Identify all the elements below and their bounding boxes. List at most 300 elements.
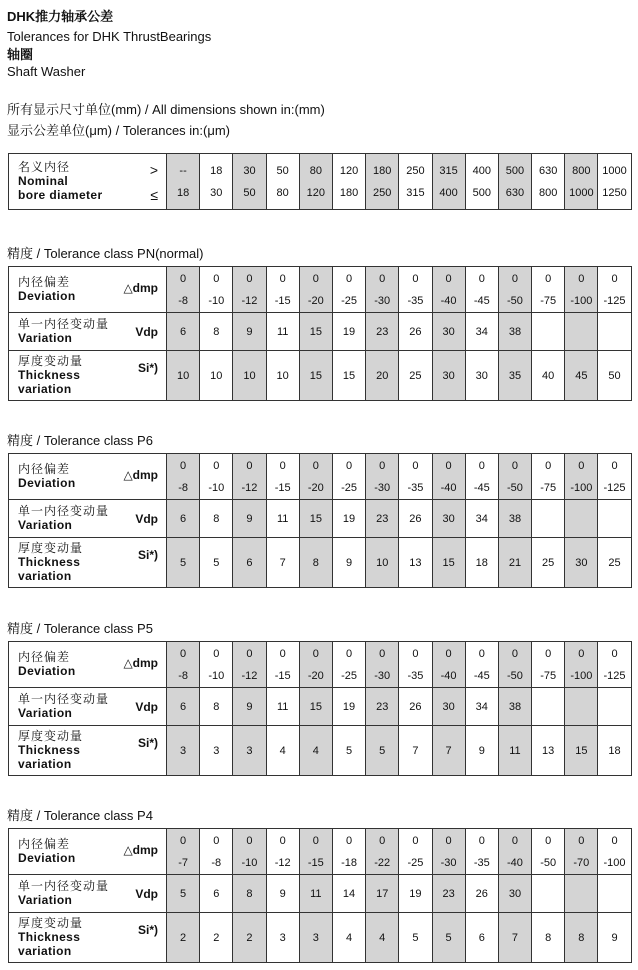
deviation-lower: -35 (473, 856, 490, 869)
deviation-upper: 0 (445, 834, 452, 847)
deviation-lower: -10 (241, 856, 258, 869)
deviation-upper: 0 (611, 459, 618, 472)
variation-cell (598, 688, 631, 726)
deviation-symbol: △dmp (123, 656, 158, 670)
deviation-lower: -75 (540, 481, 557, 494)
thickness-cell: 5 (332, 726, 365, 776)
variation-cell: 11 (299, 875, 332, 913)
thickness-cell: 5 (200, 538, 233, 588)
variation-symbol: Vdp (135, 700, 158, 714)
deviation-cell (598, 454, 631, 500)
deviation-cell (299, 267, 332, 313)
variation-cell: 38 (498, 313, 531, 351)
thickness-cell: 7 (399, 726, 432, 776)
variation-cell: 30 (498, 875, 531, 913)
thickness-cell: 8 (299, 538, 332, 588)
deviation-cell (498, 642, 531, 688)
thickness-cell: 15 (565, 726, 598, 776)
nominal-over-value: 400 (472, 164, 491, 177)
deviation-cell (532, 642, 565, 688)
deviation-lower: -45 (473, 294, 490, 307)
thickness-cell: 20 (366, 351, 399, 401)
thickness-label-en1: Thickness (18, 555, 81, 569)
nominal-range-cell (332, 154, 365, 210)
variation-cell: 9 (266, 875, 299, 913)
deviation-lower: -30 (440, 856, 457, 869)
variation-cell: 19 (399, 875, 432, 913)
nominal-label-en1: Nominal (18, 174, 69, 188)
deviation-upper: 0 (511, 272, 519, 285)
variation-cell: 11 (266, 688, 299, 726)
thickness-label-en1: Thickness (18, 743, 81, 757)
thickness-cell: 4 (266, 726, 299, 776)
deviation-lower: -35 (407, 669, 424, 682)
variation-cell (565, 313, 598, 351)
deviation-label (9, 267, 167, 313)
deviation-upper: 0 (180, 459, 187, 472)
deviation-lower: -45 (473, 669, 490, 682)
nominal-incl-value: 250 (373, 186, 392, 199)
nominal-incl-value: 800 (538, 186, 558, 199)
deviation-cell (266, 829, 299, 875)
tolerance-table (8, 828, 632, 963)
deviation-upper: 0 (545, 272, 552, 285)
deviation-lower: -25 (341, 669, 357, 682)
deviation-lower: -10 (208, 669, 225, 682)
deviation-upper: 0 (578, 272, 585, 285)
nominal-over-value: 180 (373, 164, 392, 177)
deviation-cell (598, 267, 631, 313)
deviation-cell (200, 642, 233, 688)
deviation-cell (532, 454, 565, 500)
variation-label (9, 875, 167, 913)
nominal-over-value: 315 (439, 164, 458, 177)
variation-cell (565, 500, 598, 538)
tolerance-class-title: 精度 / Tolerance class PN(normal) (7, 246, 204, 261)
deviation-lower: -8 (211, 856, 222, 869)
deviation-cell (233, 454, 266, 500)
deviation-lower: -25 (341, 294, 357, 307)
deviation-cell (366, 454, 399, 500)
deviation-lower: -8 (178, 294, 188, 307)
deviation-lower: -12 (274, 856, 291, 869)
thickness-cell: 5 (167, 538, 200, 588)
thickness-cell: 10 (266, 351, 299, 401)
deviation-lower: -15 (274, 294, 291, 307)
variation-cell: 6 (167, 688, 200, 726)
deviation-cell (200, 454, 233, 500)
variation-cell (565, 875, 598, 913)
variation-cell: 34 (465, 313, 498, 351)
thickness-cell: 15 (432, 538, 465, 588)
thickness-cell: 15 (332, 351, 365, 401)
variation-cell (532, 688, 565, 726)
variation-cell (565, 688, 598, 726)
variation-cell: 8 (200, 500, 233, 538)
deviation-upper: 0 (545, 834, 552, 847)
deviation-lower: -8 (178, 669, 188, 682)
tolerance-class-title: 精度 / Tolerance class P6 (7, 433, 153, 448)
deviation-lower: -100 (603, 856, 626, 869)
nominal-range-cell (167, 154, 200, 210)
thickness-cell: 3 (200, 726, 233, 776)
variation-cell: 23 (366, 500, 399, 538)
deviation-cell (465, 267, 498, 313)
variation-label-cn: 单一内径变动量 (18, 879, 110, 893)
deviation-cell (200, 267, 233, 313)
deviation-lower: -10 (208, 481, 225, 494)
variation-cell: 11 (266, 313, 299, 351)
deviation-lower: -75 (540, 669, 557, 682)
thickness-cell: 7 (498, 913, 531, 963)
variation-cell: 15 (299, 500, 332, 538)
variation-label-cn: 单一内径变动量 (18, 692, 110, 706)
deviation-lower: -50 (507, 669, 523, 682)
nominal-range-cell (532, 154, 565, 210)
nominal-incl-value: 180 (339, 186, 359, 199)
deviation-upper: 0 (379, 834, 386, 847)
tolerance-class-title: 精度 / Tolerance class P4 (7, 808, 153, 823)
variation-label-cn: 单一内径变动量 (18, 317, 110, 331)
variation-cell: 26 (399, 313, 432, 351)
deviation-upper: 0 (279, 272, 286, 285)
deviation-upper: 0 (611, 272, 618, 285)
thickness-label-en2: variation (18, 382, 72, 396)
thickness-symbol: Si*) (137, 548, 158, 562)
thickness-label-cn: 厚度变动量 (18, 916, 84, 930)
deviation-upper: 0 (180, 647, 187, 660)
deviation-cell (366, 642, 399, 688)
thickness-cell: 7 (266, 538, 299, 588)
deviation-lower: -50 (507, 481, 523, 494)
doc-title-cn: DHK推力轴承公差 (7, 9, 114, 24)
deviation-upper: 0 (213, 272, 220, 285)
deviation-lower: -125 (603, 481, 626, 494)
variation-cell: 30 (432, 500, 465, 538)
variation-cell: 23 (366, 313, 399, 351)
thickness-label-cn: 厚度变动量 (18, 541, 84, 555)
deviation-lower: -12 (241, 294, 258, 307)
thickness-cell: 11 (498, 726, 531, 776)
nominal-range-cell (432, 154, 465, 210)
variation-label-en: Variation (18, 331, 73, 345)
deviation-symbol: △dmp (123, 843, 158, 857)
deviation-upper: 0 (246, 834, 253, 847)
thickness-label-cn: 厚度变动量 (18, 354, 84, 368)
thickness-cell: 45 (565, 351, 598, 401)
thickness-label-en1: Thickness (18, 368, 81, 382)
deviation-lower: -25 (341, 481, 357, 494)
thickness-label-en2: variation (18, 944, 72, 958)
thickness-cell: 25 (598, 538, 631, 588)
thickness-cell: 4 (366, 913, 399, 963)
deviation-cell (233, 829, 266, 875)
deviation-upper: 0 (445, 272, 452, 285)
deviation-lower: -12 (241, 481, 258, 494)
tolerance-table (8, 266, 632, 401)
variation-cell (598, 875, 631, 913)
thickness-cell: 15 (299, 351, 332, 401)
deviation-cell (465, 454, 498, 500)
nominal-range-cell (399, 154, 432, 210)
deviation-cell (532, 267, 565, 313)
deviation-upper: 0 (611, 647, 618, 660)
thickness-cell: 40 (532, 351, 565, 401)
thickness-cell: 3 (167, 726, 200, 776)
nominal-over-value: 1000 (602, 164, 627, 177)
nominal-over-value: 800 (572, 164, 591, 177)
deviation-lower: -35 (407, 294, 424, 307)
variation-symbol: Vdp (135, 325, 158, 339)
deviation-cell (598, 829, 631, 875)
thickness-cell: 10 (233, 351, 266, 401)
part-name-en: Shaft Washer (7, 64, 86, 79)
variation-symbol: Vdp (135, 512, 158, 526)
thickness-cell: 10 (200, 351, 233, 401)
deviation-cell (332, 642, 365, 688)
thickness-cell: 18 (598, 726, 631, 776)
thickness-cell: 7 (432, 726, 465, 776)
thickness-cell: 3 (299, 913, 332, 963)
deviation-lower: -18 (341, 856, 357, 869)
variation-cell: 5 (167, 875, 200, 913)
deviation-label (9, 454, 167, 500)
deviation-lower: -20 (307, 294, 324, 307)
deviation-upper: 0 (578, 647, 585, 660)
deviation-upper: 0 (578, 834, 585, 847)
deviation-lower: -75 (540, 294, 557, 307)
deviation-label (9, 642, 167, 688)
deviation-lower: -15 (274, 481, 291, 494)
deviation-upper: 0 (213, 459, 220, 472)
variation-cell: 9 (233, 500, 266, 538)
deviation-cell (299, 829, 332, 875)
deviation-upper: 0 (312, 459, 319, 472)
over-symbol: > (149, 162, 158, 178)
thickness-cell: 4 (332, 913, 365, 963)
thickness-label (9, 726, 167, 776)
thickness-cell: 5 (432, 913, 465, 963)
variation-cell (598, 313, 631, 351)
deviation-upper: 0 (478, 647, 485, 660)
deviation-lower: -30 (374, 481, 391, 494)
deviation-label-en: Deviation (18, 476, 76, 490)
nominal-incl-value: 1250 (602, 186, 627, 199)
deviation-label-en: Deviation (18, 289, 76, 303)
deviation-upper: 0 (345, 647, 353, 660)
thickness-label-cn: 厚度变动量 (18, 729, 84, 743)
variation-cell: 30 (432, 688, 465, 726)
deviation-lower: -50 (507, 294, 523, 307)
deviation-cell (565, 829, 598, 875)
deviation-upper: 0 (412, 459, 419, 472)
thickness-cell: 21 (498, 538, 531, 588)
nominal-label-cn: 名义内径 (18, 160, 71, 174)
nominal-over-value: 18 (210, 164, 223, 177)
deviation-upper: 0 (180, 834, 187, 847)
deviation-lower: -7 (178, 856, 188, 869)
deviation-lower: -45 (473, 481, 490, 494)
thickness-cell: 5 (399, 913, 432, 963)
deviation-cell (266, 454, 299, 500)
deviation-lower: -125 (603, 294, 626, 307)
thickness-symbol: Si*) (137, 736, 158, 750)
deviation-cell (432, 829, 465, 875)
variation-cell: 14 (332, 875, 365, 913)
deviation-lower: -30 (374, 294, 391, 307)
deviation-upper: 0 (312, 272, 319, 285)
thickness-label-en2: variation (18, 569, 72, 583)
variation-label (9, 688, 167, 726)
nominal-range-cell (233, 154, 266, 210)
nominal-incl-value: 315 (406, 186, 425, 199)
deviation-cell (498, 267, 531, 313)
thickness-cell: 13 (532, 726, 565, 776)
variation-cell (598, 500, 631, 538)
variation-symbol: Vdp (135, 887, 158, 901)
deviation-lower: -8 (178, 481, 188, 494)
deviation-upper: 0 (478, 834, 485, 847)
deviation-upper: 0 (213, 834, 220, 847)
deviation-cell (366, 829, 399, 875)
variation-cell: 6 (167, 500, 200, 538)
nominal-over-value: 500 (505, 164, 525, 177)
deviation-upper: 0 (312, 647, 319, 660)
variation-cell (532, 313, 565, 351)
deviation-lower: -10 (208, 294, 225, 307)
tolerance-units-note: 显示公差单位(μm) / Tolerances in:(μm) (7, 123, 230, 138)
variation-label (9, 500, 167, 538)
deviation-cell (432, 642, 465, 688)
nominal-over-value: 50 (276, 164, 289, 177)
deviation-upper: 0 (379, 272, 386, 285)
variation-cell: 15 (299, 688, 332, 726)
variation-cell: 11 (266, 500, 299, 538)
deviation-label-cn: 内径偏差 (18, 275, 71, 289)
variation-cell: 8 (200, 313, 233, 351)
nominal-range-cell (598, 154, 631, 210)
thickness-cell: 5 (366, 726, 399, 776)
deviation-upper: 0 (578, 459, 585, 472)
deviation-cell (332, 454, 365, 500)
deviation-upper: 0 (279, 647, 286, 660)
thickness-cell: 8 (532, 913, 565, 963)
deviation-lower: -100 (570, 481, 593, 494)
variation-cell (532, 875, 565, 913)
deviation-upper: 0 (545, 459, 552, 472)
nominal-incl-value: 630 (505, 186, 525, 199)
nominal-over-value: 630 (538, 164, 558, 177)
thickness-label (9, 538, 167, 588)
thickness-cell: 2 (167, 913, 200, 963)
variation-cell: 19 (332, 500, 365, 538)
deviation-cell (465, 642, 498, 688)
deviation-cell (399, 642, 432, 688)
deviation-lower: -50 (540, 856, 557, 869)
deviation-upper: 0 (312, 834, 319, 847)
deviation-cell (266, 642, 299, 688)
deviation-lower: -25 (407, 856, 424, 869)
deviation-upper: 0 (345, 272, 353, 285)
variation-cell: 34 (465, 688, 498, 726)
nominal-incl-value: 500 (472, 186, 491, 199)
variation-cell: 17 (366, 875, 399, 913)
thickness-cell: 6 (465, 913, 498, 963)
nominal-incl-value: 50 (243, 186, 256, 199)
deviation-lower: -30 (374, 669, 391, 682)
thickness-cell: 3 (233, 726, 266, 776)
thickness-cell: 50 (598, 351, 631, 401)
deviation-cell (432, 267, 465, 313)
deviation-symbol: △dmp (123, 281, 158, 295)
tolerance-table (8, 641, 632, 776)
nominal-diameter-table (8, 153, 632, 210)
nominal-over-value: 120 (339, 164, 359, 177)
deviation-lower: -100 (570, 669, 593, 682)
thickness-cell: 30 (565, 538, 598, 588)
deviation-lower: -22 (374, 856, 391, 869)
deviation-lower: -40 (440, 481, 457, 494)
deviation-cell (167, 454, 200, 500)
deviation-cell (565, 454, 598, 500)
variation-cell: 30 (432, 313, 465, 351)
deviation-cell (167, 642, 200, 688)
thickness-symbol: Si*) (137, 361, 158, 375)
deviation-symbol: △dmp (123, 468, 158, 482)
nominal-range-cell (565, 154, 598, 210)
deviation-label-en: Deviation (18, 664, 76, 678)
variation-cell: 34 (465, 500, 498, 538)
deviation-cell (399, 267, 432, 313)
deviation-upper: 0 (279, 459, 286, 472)
deviation-cell (299, 642, 332, 688)
deviation-cell (498, 829, 531, 875)
thickness-cell: 13 (399, 538, 432, 588)
thickness-label (9, 913, 167, 963)
deviation-upper: 0 (445, 647, 452, 660)
deviation-upper: 0 (180, 272, 187, 285)
thickness-cell: 30 (465, 351, 498, 401)
tolerance-class-title: 精度 / Tolerance class P5 (7, 621, 153, 636)
thickness-cell: 8 (565, 913, 598, 963)
deviation-cell (498, 454, 531, 500)
nominal-incl-value: 400 (439, 186, 458, 199)
thickness-label (9, 351, 167, 401)
deviation-upper: 0 (246, 647, 253, 660)
deviation-lower: -100 (570, 294, 593, 307)
variation-label-en: Variation (18, 893, 73, 907)
deviation-lower: -20 (307, 481, 324, 494)
deviation-upper: 0 (445, 459, 452, 472)
deviation-upper: 0 (511, 834, 519, 847)
deviation-lower: -12 (241, 669, 258, 682)
nominal-over-value: 250 (406, 164, 425, 177)
nominal-range-cell (266, 154, 299, 210)
nominal-over-value: -- (179, 164, 187, 177)
deviation-cell (332, 267, 365, 313)
nominal-range-cell (299, 154, 332, 210)
variation-cell: 6 (167, 313, 200, 351)
deviation-upper: 0 (345, 834, 353, 847)
nominal-incl-value: 80 (276, 186, 289, 199)
deviation-lower: -40 (507, 856, 523, 869)
deviation-upper: 0 (379, 459, 386, 472)
thickness-cell: 6 (233, 538, 266, 588)
thickness-cell: 30 (432, 351, 465, 401)
thickness-cell: 10 (366, 538, 399, 588)
deviation-label-cn: 内径偏差 (18, 462, 71, 476)
deviation-upper: 0 (345, 459, 353, 472)
